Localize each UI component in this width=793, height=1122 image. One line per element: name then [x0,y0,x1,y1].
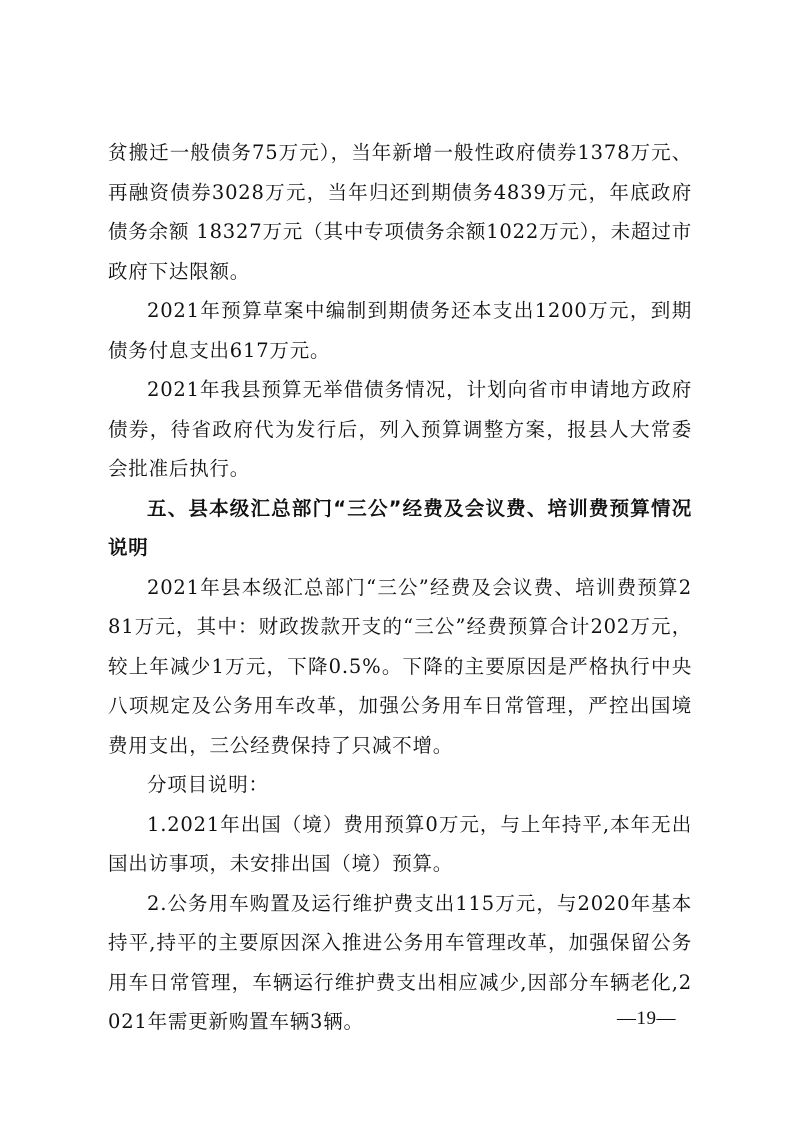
document-body [108,133,692,1042]
paragraph-debt-balance: 贫搬迁一般债务75万元），当年新增一般性政府债券1378万元、再融资债券3028万元，当年归还到期债务4839万元，年底政府债务余额 18327万元（其中专项债务余额1022万元），未超过市政府下达限额。 [108,141,692,283]
paragraph-no-borrowing: 2021年我县预算无举借债务情况，计划向省市申请地方政府债券，待省政府代为发行后，列入预算调整方案，报县人大常委会批准后执行。 [108,378,692,480]
paragraph-debt-repayment: 2021年预算草案中编制到期债务还本支出1200万元，到期债务付息支出617万元。 [108,299,692,362]
paragraph-item-overseas: 1.2021年出国（境）费用预算0万元，与上年持平,本年无出国出访事项，未安排出国（境）预算。 [108,812,692,875]
paragraph-itemized-intro: 分项目说明： [147,773,269,796]
paragraph-item-vehicles: 2.公务用车购置及运行维护费支出115万元，与2020年基本持平,持平的主要原因深入推进公务用车管理改革，加强保留公务用车日常管理，车辆运行维护费支出相应减少,因部分车辆老化,2021年需更新购置车辆3辆。 [108,891,692,1033]
paragraph-three-public-budget: 2021年县本级汇总部门“三公”经费及会议费、培训费预算281万元，其中：财政拨款开支的“三公”经费预算合计202万元，较上年减少1万元，下降0.5%。下降的主要原因是严格执行中央八项规定及公务用车改革，加强公务用车日常管理，严控出国境费用支出，三公经费保持了只减不增。 [108,575,692,757]
page-number: —19— [617,1008,676,1029]
section-heading: 五、县本级汇总部门“三公”经费及会议费、培训费预算情况说明 [108,496,692,559]
